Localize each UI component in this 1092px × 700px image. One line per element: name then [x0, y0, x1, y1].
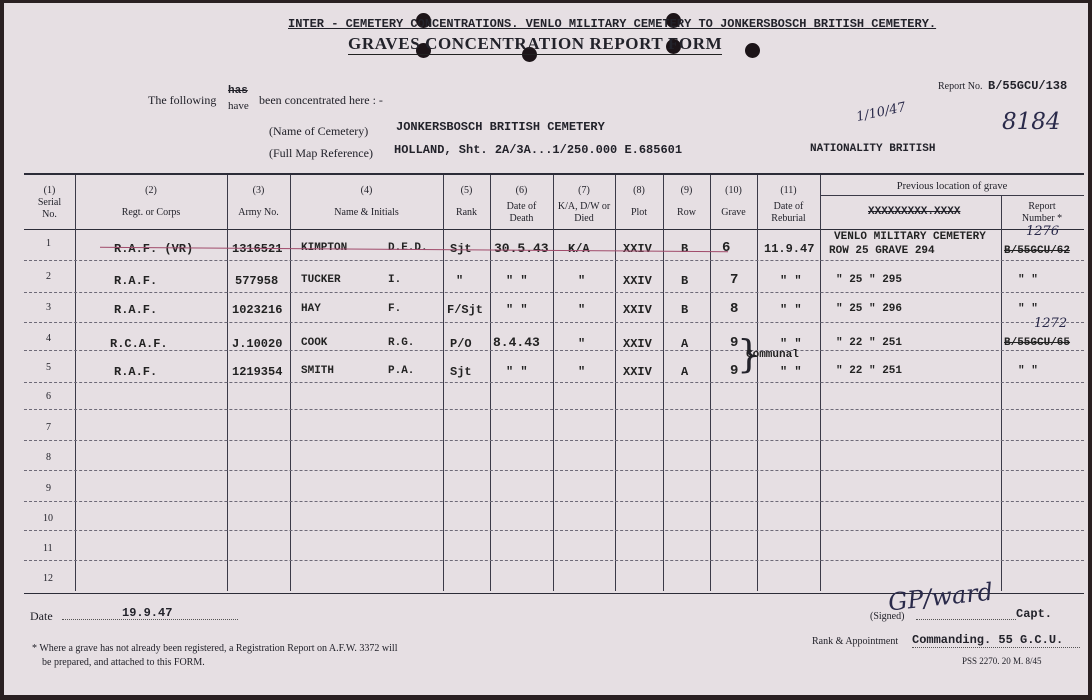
cemetery-name: JONKERSBOSCH BRITISH CEMETERY — [396, 120, 605, 134]
col-separator — [615, 175, 616, 591]
col-header-rank: (5) Rank — [455, 185, 478, 218]
row-line — [24, 260, 1084, 261]
col-separator — [757, 175, 758, 591]
rank-value: Commanding. 55 G.C.U. — [912, 633, 1064, 647]
name-cell: SMITH — [301, 365, 335, 377]
prev-location-cell: " 25 " 295 — [836, 274, 903, 286]
name-cell: TUCKER — [301, 274, 341, 286]
date-label: Date — [30, 609, 53, 623]
serial-no: 1 — [46, 238, 51, 249]
row-line — [24, 440, 1084, 441]
print-code: PSS 2270. 20 M. 8/45 — [962, 656, 1042, 666]
report-number-cell: B/55GCU/62 — [1004, 245, 1071, 257]
grave-cell: 7 — [730, 272, 739, 288]
plot-cell: XXIV — [623, 337, 652, 351]
name-cell: KIMPTON — [301, 242, 348, 254]
col-separator — [710, 175, 711, 591]
footnote-line1: * Where a grave has not already been registered, a Registration Report on A.F.W. 3372 will — [32, 643, 398, 654]
row-cell: B — [681, 242, 689, 256]
row-line — [24, 382, 1084, 383]
col-header-army-no: (3) Army No. — [238, 185, 279, 218]
initials-cell: F. — [388, 303, 402, 315]
prev-location-cell: ROW 25 GRAVE 294 — [829, 245, 935, 257]
death-cell: " " — [506, 274, 528, 288]
reburial-cell: " " — [780, 337, 802, 351]
rank-dotted-line — [912, 647, 1080, 648]
plot-cell: XXIV — [623, 242, 652, 256]
col-header-regt: (2) Regt. or Corps — [121, 185, 181, 218]
report-number: B/55GCU/138 — [988, 79, 1068, 93]
rank-cell: Sjt — [450, 242, 472, 256]
punch-hole — [745, 43, 760, 58]
reburial-cell: " " — [780, 303, 802, 317]
row-line — [24, 409, 1084, 410]
col-header-death: (6) Date of Death — [506, 185, 537, 224]
reburial-cell: 11.9.47 — [764, 242, 815, 256]
prev-struck-text: XXXXXXXXX.XXXX — [868, 206, 961, 218]
row-line — [24, 560, 1084, 561]
serial-no: 10 — [43, 513, 53, 524]
col-header-reburial: (11) Date of Reburial — [771, 185, 806, 224]
row-line — [24, 530, 1084, 531]
rank-label: Rank & Appointment — [812, 636, 899, 647]
signed-label: (Signed) — [870, 611, 905, 622]
communal-brace: } — [737, 332, 762, 376]
prev-location-cell: " 25 " 296 — [836, 303, 903, 315]
rank-cell: Sjt — [450, 365, 472, 379]
kadw-cell: " — [578, 274, 586, 288]
table-header-rule — [24, 229, 1084, 230]
concentrated-text: been concentrated here : - — [259, 93, 383, 107]
death-cell: " " — [506, 365, 528, 379]
grave-cell: 9 — [730, 335, 739, 351]
report-note: 1276 — [1026, 224, 1060, 239]
army-no-cell: 1219354 — [232, 365, 283, 379]
regt-cell: R.A.F. — [114, 274, 158, 288]
rank-cell: " — [456, 274, 464, 288]
prev-location-heading: Previous location of grave — [896, 181, 1008, 192]
report-number-cell: " " — [1018, 303, 1038, 315]
reburial-cell: " " — [780, 274, 802, 288]
prev-location-cell: " 22 " 251 — [836, 365, 903, 377]
form-title: GRAVES CONCENTRATION REPORT FORM — [348, 34, 723, 53]
col-separator — [1001, 195, 1002, 591]
row-line — [24, 470, 1084, 471]
row-line — [24, 350, 1084, 351]
regt-cell: R.A.F. (VR) — [114, 242, 194, 256]
death-cell: " " — [506, 303, 528, 317]
serial-no: 4 — [46, 333, 51, 344]
row-line — [24, 322, 1084, 323]
col-header-report-number: Report Number * — [1021, 201, 1063, 224]
map-reference: HOLLAND, Sht. 2A/3A...1/250.000 E.685601 — [394, 143, 683, 157]
serial-no: 9 — [46, 483, 51, 494]
rank-cell: P/O — [450, 337, 472, 351]
col-header-plot: (8) Plot — [630, 185, 648, 218]
grave-cell: 8 — [730, 301, 739, 317]
name-cell: HAY — [301, 303, 321, 315]
plot-cell: XXIV — [623, 365, 652, 379]
initials-cell: D.E.D. — [388, 242, 428, 254]
initials-cell: I. — [388, 274, 402, 286]
initials-cell: R.G. — [388, 337, 415, 349]
row-cell: A — [681, 337, 689, 351]
have-text: have — [228, 100, 249, 112]
regt-cell: R.A.F. — [114, 365, 158, 379]
serial-no: 5 — [46, 362, 51, 373]
prev-location-cell: " 22 " 251 — [836, 337, 903, 349]
serial-no: 12 — [43, 573, 53, 584]
serial-no: 11 — [43, 543, 53, 554]
communal-note: Communal — [746, 349, 799, 361]
kadw-cell: " — [578, 303, 586, 317]
rank-suffix: Capt. — [1016, 607, 1053, 621]
col-separator — [490, 175, 491, 591]
grave-cell: 9 — [730, 363, 739, 379]
date-value: 19.9.47 — [122, 606, 173, 620]
serial-no: 3 — [46, 302, 51, 313]
col-header-name: (4) Name & Initials — [334, 185, 399, 218]
kadw-cell: K/A — [568, 242, 590, 256]
struck-has: has — [228, 85, 248, 97]
report-number-cell: " " — [1018, 274, 1038, 286]
col-separator — [820, 175, 821, 591]
row-cell: B — [681, 274, 689, 288]
row-cell: B — [681, 303, 689, 317]
initials-cell: P.A. — [388, 365, 415, 377]
report-note: 1272 — [1034, 316, 1068, 331]
col-header-kadw: (7) K/A, D/W or Died — [557, 185, 611, 224]
col-separator — [663, 175, 664, 591]
signature: GP/ward — [886, 577, 995, 617]
serial-no: 8 — [46, 452, 51, 463]
serial-no: 2 — [46, 271, 51, 282]
row-cell: A — [681, 365, 689, 379]
report-form — [4, 3, 1088, 695]
name-cell: COOK — [301, 337, 328, 349]
row-line — [24, 501, 1084, 502]
nationality: NATIONALITY BRITISH — [810, 143, 936, 155]
army-no-cell: 577958 — [235, 274, 279, 288]
handwritten-number: 8184 — [1002, 109, 1061, 135]
title-line: INTER - CEMETERY CONCENTRATIONS. VENLO MILITARY CEMETERY TO JONKERSBOSCH BRITISH CEMETERY. — [288, 17, 937, 31]
kadw-cell: " — [578, 337, 586, 351]
army-no-cell: J.10020 — [232, 337, 283, 351]
report-label: Report No. — [938, 81, 983, 92]
plot-cell: XXIV — [623, 303, 652, 317]
kadw-cell: " — [578, 365, 586, 379]
report-number-cell: B/55GCU/65 — [1004, 337, 1071, 349]
col-header-grave: (10) Grave — [721, 185, 746, 218]
army-no-cell: 1023216 — [232, 303, 283, 317]
army-no-cell: 1316521 — [232, 242, 283, 256]
rank-cell: F/Sjt — [447, 303, 484, 317]
footnote-line2: be prepared, and attached to this FORM. — [42, 657, 205, 668]
following-text: The following — [148, 93, 217, 107]
col-header-row: (9) Row — [677, 185, 696, 218]
cemetery-label: (Name of Cemetery) — [269, 124, 369, 138]
col-separator — [290, 175, 291, 591]
serial-no: 7 — [46, 422, 51, 433]
serial-no: 6 — [46, 391, 51, 402]
prev-heading-rule — [820, 195, 1084, 196]
regt-cell: R.C.A.F. — [110, 337, 168, 351]
col-separator — [227, 175, 228, 591]
row-line — [24, 292, 1084, 293]
col-separator — [553, 175, 554, 591]
death-cell: 30.5.43 — [494, 241, 549, 256]
plot-cell: XXIV — [623, 274, 652, 288]
death-cell: 8.4.43 — [493, 335, 540, 350]
map-label: (Full Map Reference) — [269, 146, 373, 160]
col-separator — [443, 175, 444, 591]
handwritten-note: 1/10/47 — [854, 99, 908, 126]
col-separator — [75, 175, 76, 591]
col-header-serial: (1) Serial No. — [37, 185, 62, 220]
prev-cemetery-name: VENLO MILITARY CEMETERY — [834, 231, 986, 243]
report-number-cell: " " — [1018, 365, 1038, 377]
regt-cell: R.A.F. — [114, 303, 158, 317]
signed-dotted-line — [916, 619, 1016, 620]
grave-cell: 6 — [722, 240, 731, 256]
reburial-cell: " " — [780, 365, 802, 379]
